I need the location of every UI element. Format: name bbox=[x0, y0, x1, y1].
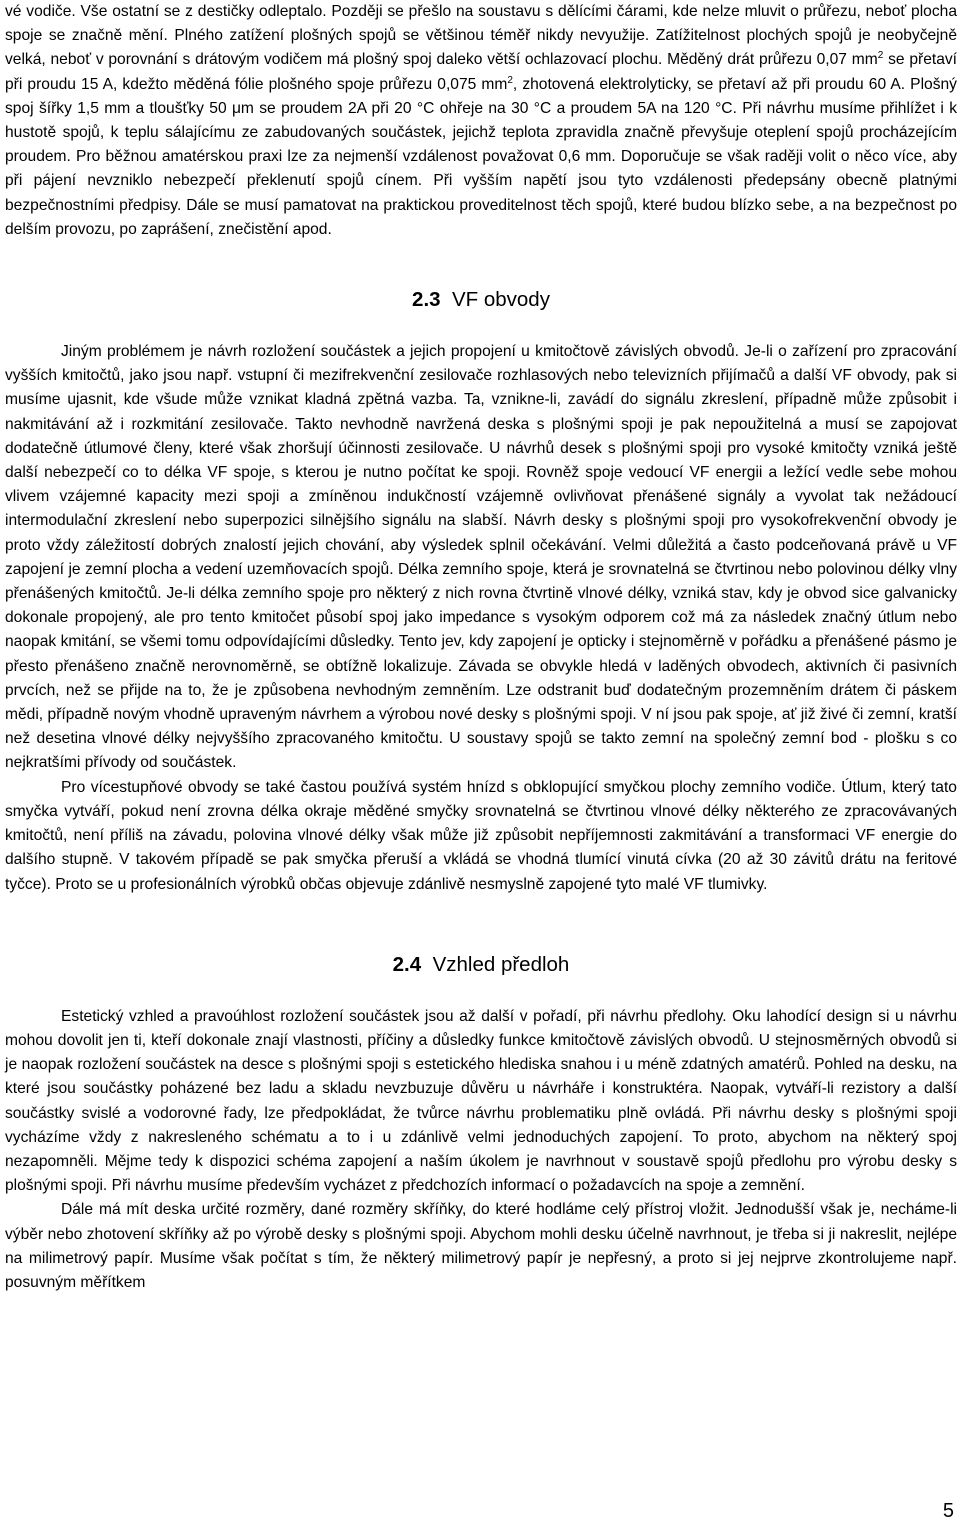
document-page bbox=[5, 0, 957, 1295]
vf-paragraph-1: Jiným problémem je návrh rozložení součástek a jejich propojení u kmitočtově závislých obvodů. Je-li o zařízení pro zpracování vyšších kmitočtů, jako jsou např. vstupní či mezifrekvenční zesilovače rozhlasových nebo televizních přijímačů a další VF obvody, pak si musíme ujasnit, kde všude může vznikat kladná zpětná vazba. Ta, vznikne-li, zavádí do signálu zkreslení, případně může způsobit i nakmitávání až i rozkmitání zesilovače. Takto nevhodně navržená deska s plošnými spoji je pak nepoužitelná a musí se zapojovat dodatečně útlumové členy, které však zhoršují účinnosti zesilovače. U návrhů desek s plošnými spoji pro vysoké kmitočty vzniká ještě další nebezpečí co to délka VF spoje, s kterou je nutno počítat ke spoji. Rovněž spoje vedoucí VF energii a ležící vedle sebe mohou vlivem vzájemné kapacity mezi spoji a zmíněnou indukčností vzájemně ovlivňovat přenášené signály a vyvolat tak nežádoucí intermodulační zkreslení nebo superpozici silnějšího signálu na slabší. Návrh desky s plošnými spoji pro vysokofrekvenční obvody je proto vždy záležitostí dobrých znalostí jejich chování, aby výsledek splnil očekávání. Velmi důležitá a často podceňovaná právě u VF zapojení je zemní plocha a vedení uzemňovacích spojů. Délka zemního spoje, která je srovnatelná se čtvrtinou nebo polovinou délky vlny přenášených kmitočtů. Je-li délka zemního spoje pro některý z nich rovna čtvrtině vlnové délky, vzniká stav, kdy je obvod sice galvanicky dokonale propojený, ale pro tento kmitočet působí spoj jako impedance s vysokým odporem což má za následek značný útlum nebo naopak kmitání, se všemi tomu odpovídajícími důsledky. Tento jev, kdy zapojení je opticky i stejnoměrně v pořádku a přenášené pásmo je přesto přenášeno značně nerovnoměrně, se obtížně lokalizuje. Závada se obvykle hledá v laděných obvodech, aktivních či pasivních prvcích, než se přijde na to, že je způsobena nevhodným zemněním. Lze odstranit buď dodatečným prozemněním drátem či páskem mědi, případně novým vhodně upraveným návrhem a výrobou nové desky s plošnými spoji. V ní jsou pak spoje, ať již živé či zemní, kratší než desetina vlnové délky nejvyššího zpracovaného kmitočtu. U soustavy spojů se takto zemní na společný zemní bod - plošku s co nejkratšími přívody od součástek. bbox=[5, 343, 957, 772]
vzhled-paragraph-2: Dále má mít deska určité rozměry, dané rozměry skříňky, do které hodláme celý přístroj vložit. Jednodušší však je, necháme-li výběr nebo zhotovení skříňky až po výrobě desky s plošnými spoji. Abychom mohli desku účelně navrhnout, je třeba si ji nakreslit, nejlépe na milimetrový papír. Musíme však počítat s tím, že některý milimetrový papír je nepřesný, a proto si jej nejprve zkontrolujeme např. posuvným měřítkem bbox=[5, 1201, 957, 1291]
vf-paragraph-2: Pro vícestupňové obvody se také častou používá systém hnízd s obklopující smyčkou plochy zemního vodiče. Útlum, který tato smyčka vytváří, pokud není zrovna délka okraje měděné smyčky srovnatelná se čtvrtinou vlnové délky některého ze zpracovávaných kmitočtů, není příliš na závadu, polovina vlnové délky však může již způsobit nepříjemnosti zakmitávání a transformaci VF energie do dalšího stupně. V takovém případě se pak smyčka přeruší a vkládá se vhodná tlumící vinutá cívka (20 až 30 závitů drátu na feritové tyčce). Proto se u profesionálních výrobků občas objevuje zdánlivě nesmyslně zapojené tyto malé VF tlumivky. bbox=[5, 778, 957, 893]
section-title: Vzhled předloh bbox=[432, 952, 570, 976]
section-heading-vzhled bbox=[5, 939, 957, 979]
intro-text-c: , zhotovená elektrolyticky, se přetaví až při proudu 60 A. Plošný spoj šířky 1,5 mm a tloušťky 50 μm se proudem 2A při 20 °C ohřeje na 30 °C a proudem 5A na 120 °C. Při návrhu musíme přihlížet i k hustotě spojů, k teplu sálajícímu ze zabudovaných součástek, jejichž teplota zpravidla značně převyšuje oteplení spojů procházejícím proudem. Pro běžnou amatérskou praxi lze za nejmenší vzdálenost považovat 0,6 mm. Doporučuje se však raději volit o něco více, aby při pájení nevzniklo nebezpečí překlenutí spojů cínem. Při vyšším napětí jsou tyto vzdálenosti předepsány obecně platnými bezpečnostními předpisy. Dále se musí pamatovat na praktickou proveditelnost těch spojů, které budou blízko sebe, a na bezpečnost po delším provozu, po zaprášení, znečistění apod. bbox=[5, 75, 957, 238]
section-number: 2.3 bbox=[412, 288, 441, 312]
intro-text-b: se přetaví při proudu 15 A, kdežto měděná fólie plošného spoje průřezu 0,075 mm bbox=[5, 51, 958, 93]
superscript-mm2-second: 2 bbox=[507, 74, 513, 86]
spacer bbox=[5, 314, 957, 340]
section-heading-vf bbox=[5, 274, 957, 314]
intro-paragraph bbox=[5, 0, 957, 242]
section-title: VF obvody bbox=[451, 288, 550, 312]
vzhled-paragraph-1: Estetický vzhled a pravoúhlost rozložení součástek jsou až další v pořadí, při návrhu předlohy. Oku lahodící design si u návrhu mohou dovolit jen ti, kteří dokonale znají vlastnosti, příčiny a důsledky funkce kmitočtově závislých obvodů. U stejnosměrných obvodů si je naopak rozložení součástek na desce s plošnými spoji s estetického hlediska snahou i u méně zdatných amatérů. Pohled na desku, na které jsou součástky poházené bez ladu a skladu nevzbuzuje důvěru u návrháře i konstruktéra. Naopak, vytváří-li rezistory a další součástky svislé a vodorovné řady, lze předpokládat, že tvůrce návrhu problematiku plně ovládá. Při návrhu desky s plošnými spoji vycházíme vždy z nakresleného schématu a to i u zdánlivě velmi jednoduchých zapojení. To proto, abychom na některý spoj nezapomněli. Mějme tedy k dispozici schéma zapojení a naším úkolem je navrhnout v soustavě spojů předlohu pro výrobu desky s plošnými spoji. Při návrhu musíme především vycházet z předchozích informací o požadavcích na spoje a zemnění. bbox=[5, 1007, 957, 1195]
superscript-mm2: 2 bbox=[877, 50, 884, 62]
intro-text-a: vé vodiče. Vše ostatní se z destičky odleptalo. Později se přešlo na soustavu s dělícími čárami, kde nelze mluvit o průřezu, neboť plocha spoje se značně mění. Plného zatížení plošných spojů se většinou téměř nikdy nevyužije. Zatížitelnost plochých spojů je neobyčejně velká, neboť v porovnání s drátovým vodičem má plošný spoj daleko větší ochlazovací plochu. Měděný drát průřezu 0,07 mm bbox=[5, 3, 957, 69]
spacer bbox=[5, 979, 957, 1005]
page-number: 5 bbox=[942, 1500, 954, 1522]
section-number: 2.4 bbox=[392, 952, 422, 976]
